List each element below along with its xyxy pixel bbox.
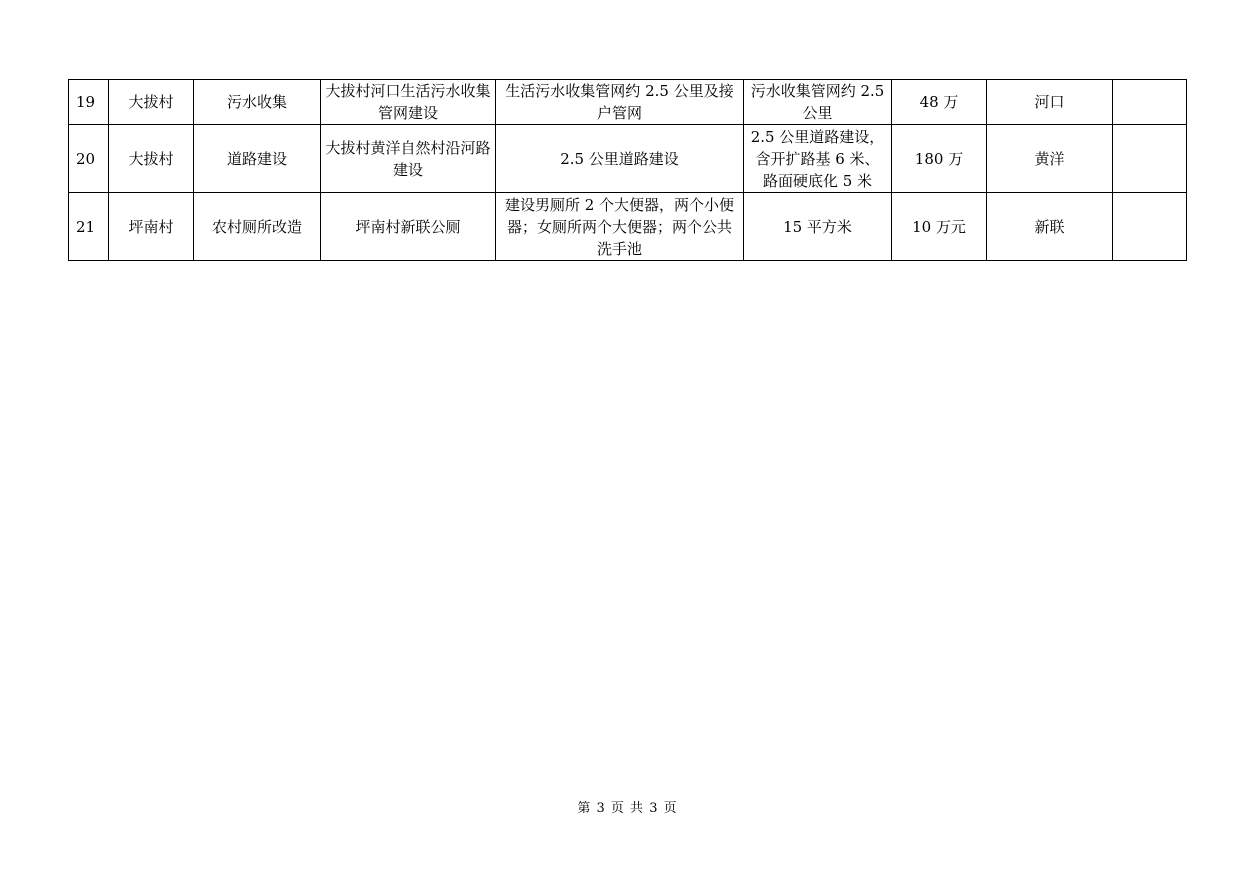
remark-cell: [1113, 193, 1187, 261]
table-row: [69, 125, 1187, 193]
project-name-cell: 大拔村黄洋自然村沿河路建设: [321, 125, 496, 193]
investment-cell: 180 万: [892, 125, 987, 193]
investment-cell: 10 万元: [892, 193, 987, 261]
village-cell: 坪南村: [109, 193, 194, 261]
category-cell: 污水收集: [194, 80, 321, 125]
village-cell: 大拔村: [109, 125, 194, 193]
content-cell: 生活污水收集管网约 2.5 公里及接户管网: [496, 80, 744, 125]
row-number: 21: [69, 193, 109, 261]
scale-cell: 2.5 公里道路建设，含开扩路基 6 米、路面硬底化 5 米: [744, 125, 892, 193]
location-cell: 新联: [987, 193, 1113, 261]
category-cell: 道路建设: [194, 125, 321, 193]
village-cell: 大拔村: [109, 80, 194, 125]
page-number-footer: 第 3 页 共 3 页: [577, 801, 678, 816]
content-cell: 2.5 公里道路建设: [496, 125, 744, 193]
scale-cell: 污水收集管网约 2.5 公里: [744, 80, 892, 125]
remark-cell: [1113, 80, 1187, 125]
category-cell: 农村厕所改造: [194, 193, 321, 261]
content-cell: 建设男厕所 2 个大便器，两个小便器；女厕所两个大便器；两个公共洗手池: [496, 193, 744, 261]
location-cell: 黄洋: [987, 125, 1113, 193]
table-row: [69, 80, 1187, 125]
table-row: [69, 193, 1187, 261]
row-number: 19: [69, 80, 109, 125]
investment-cell: 48 万: [892, 80, 987, 125]
remark-cell: [1113, 125, 1187, 193]
row-number: 20: [69, 125, 109, 193]
project-name-cell: 坪南村新联公厕: [321, 193, 496, 261]
project-name-cell: 大拔村河口生活污水收集管网建设: [321, 80, 496, 125]
location-cell: 河口: [987, 80, 1113, 125]
project-table: [68, 79, 1187, 261]
scale-cell: 15 平方米: [744, 193, 892, 261]
